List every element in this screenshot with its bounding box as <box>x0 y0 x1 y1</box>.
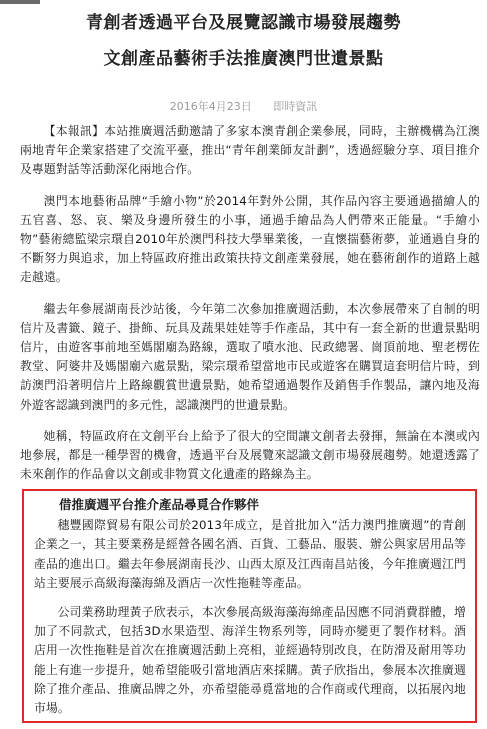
article-paragraph: 【本報訊】本站推廣週活動邀請了多家本澳青創企業參展，同時，主辦機構為江澳兩地青年企業家搭建了交流平臺，推出“青年創業師友計劃”，透過經驗分享、項目推介及專題對話等活動深化兩地合作。 <box>20 124 480 177</box>
highlight-box-content <box>34 495 466 728</box>
highlight-box <box>22 489 477 723</box>
article-paragraph: 澳門本地藝術品牌“手繪小物”於2014年對外公開，其作品內容主要通過描繪人的五官喜、怒、哀、樂及身邊所發生的小事，通過手繪品為人們帶來正能量。“手繪小物”藝術總監梁宗環自2010年於澳門科技大學畢業後，一直懷揣藝術夢，並通過自身的不斷努力與追求，加上特區政府推出政策扶持文創產業發展，她在藝術創作的道路上越走越遠。 <box>20 193 480 285</box>
article-title-line1: 青創者透過平台及展覽認識市場發展趨勢 <box>86 13 401 33</box>
article-paragraph: 繼去年參展湖南長沙站後，今年第二次參加推廣週活動，本次參展帶來了自制的明信片及書籤、鏡子、掛飾、玩具及蔬果娃娃等手作產品，其中有一套全新的世遺景點明信片，由遊客事前地至媽閣廟為路線，選取了噴水池、民政總署、崗頂前地、聖老楞佐教堂、阿婆井及媽閣廟六處景點，梁宗環希望當地市民或遊客在購買這套明信片時，到訪澳門沿著明信片上路線觀賞世遺景點，她希望通過製作及銷售手作製品，讓內地及海外遊客認識到澳門的多元性，認識澳門的世遺景點。 <box>20 301 480 412</box>
article-paragraph: 她稱，特區政府在文創平台上給予了很大的空間讓文創者去發揮，無論在本澳或內地參展，都是一種學習的機會，透過平台及展覽來認識文創市場發展趨勢。她還透露了未來創作的作品會以文創或非物質文化遺產的路線為主。 <box>20 428 480 482</box>
highlight-paragraph: 公司業務助理黃子欣表示，本次參展高級海藻海綿產品因應不同消費群體，增加了不同款式，包括3D水果造型、海洋生物系列等，同時亦變更了製作材料。酒店用一次性拖鞋是首次在推廣週活動上亮相，並經過特別改良，在防滑及耐用等功能上有進一步提升，她希望能吸引當地酒店來採購。黃子欣指出，參展本次推廣週除了推介產品、推廣品牌之外，亦希望能尋覓當地的合作商或代理商，以拓展內地市場。 <box>34 605 466 716</box>
highlight-box-heading: 借推廣週平台推介產品尋覓合作夥伴 <box>59 497 260 512</box>
article-body <box>20 122 480 496</box>
highlight-paragraph: 穗豐國際貿易有限公司於2013年成立，是首批加入“活力澳門推廣週”的青創企業之一，其主要業務是經營各國名酒、百貨、工藝品、服裝、辦公與家居用品等產品的進出口。繼去年參展湖南長沙、山西太原及江西南昌站後，今年推廣週江門站主要展示高級海藻海綿及酒店一次性拖鞋等產品。 <box>34 518 466 590</box>
publish-date: 2016年4月23日 <box>169 100 252 113</box>
article-title-line2: 文創產品藝術手法推廣澳門世遺景點 <box>103 49 384 69</box>
article-meta <box>0 98 487 114</box>
top-edge-mark <box>0 0 40 4</box>
category-link[interactable]: 即時資訊 <box>273 100 318 113</box>
